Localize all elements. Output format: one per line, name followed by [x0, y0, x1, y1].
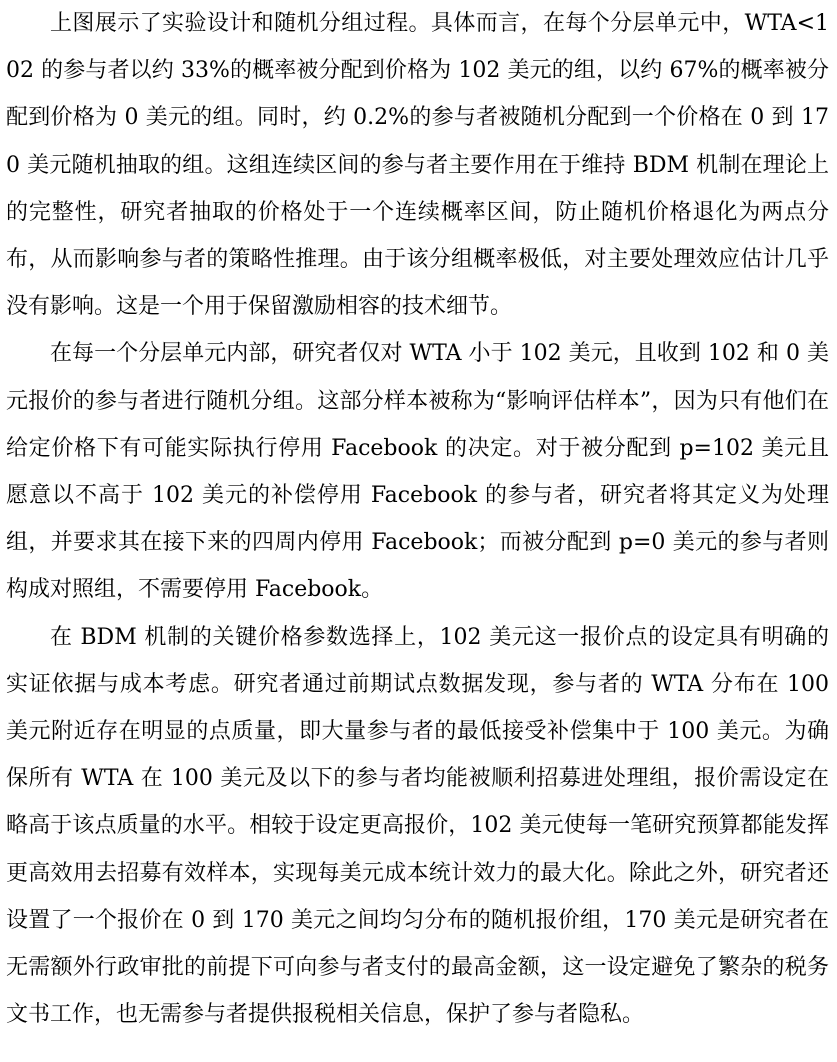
- paragraph-price-parameter: 在 BDM 机制的关键价格参数选择上，102 美元这一报价点的设定具有明确的实证依据与成本考虑。研究者通过前期试点数据发现，参与者的 WTA 分布在 100 美元附近存在明显的点质量，即大量参与者的最低接受补偿集中于 100 美元。为确保所有 WTA 在 100 美元及以下的参与者均能被顺利招募进处理组，报价需设定在略高于该点质量的水平。相较于设定更高报价，102 美元使每一笔研究预算都能发挥更高效用去招募有效样本，实现每美元成本统计效力的最大化。除此之外，研究者还设置了一个报价在 0 到 170 美元之间均匀分布的随机报价组，170 美元是研究者在无需额外行政审批的前提下可向参与者支付的最高金额，这一设定避免了繁杂的税务文书工作，也无需参与者提供报税相关信息，保护了参与者隐私。: [6, 624, 829, 1028]
- paragraph-impact-evaluation-sample: 在每一个分层单元内部，研究者仅对 WTA 小于 102 美元，且收到 102 和 0 美元报价的参与者进行随机分组。这部分样本被称为“影响评估样本”，因为只有他们在给定价格下有可能实际执行停用 Facebook 的决定。对于被分配到 p=102 美元且愿意以不高于 102 美元的补偿停用 Facebook 的参与者，研究者将其定义为处理组，并要求其在接下来的四周内停用 Facebook；而被分配到 p=0 美元的参与者则构成对照组，不需要停用 Facebook。: [6, 341, 829, 603]
- paragraph-random-assignment: 上图展示了实验设计和随机分组过程。具体而言，在每个分层单元中，WTA<102 的参与者以约 33%的概率被分配到价格为 102 美元的组，以约 67%的概率被分配到价格为 0 美元的组。同时，约 0.2%的参与者被随机分配到一个价格在 0 到 170 美元随机抽取的组。这组连续区间的参与者主要作用在于维持 BDM 机制在理论上的完整性，研究者抽取的价格处于一个连续概率区间，防止随机价格退化为两点分布，从而影响参与者的策略性推理。由于该分组概率极低，对主要处理效应估计几乎没有影响。这是一个用于保留激励相容的技术细节。: [6, 11, 829, 320]
